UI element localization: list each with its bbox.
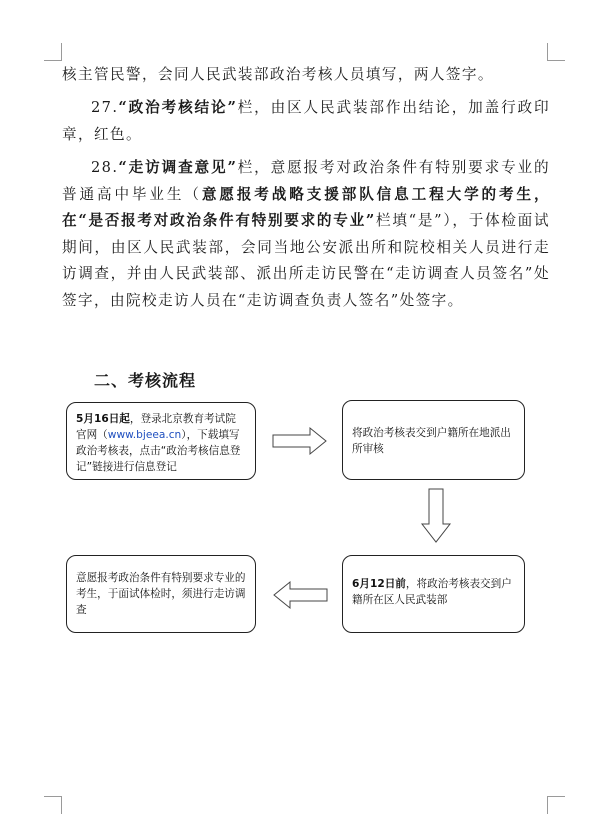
flow-step-3 — [342, 555, 525, 633]
flow-step-1-url: www.bjeea.cn — [107, 429, 182, 441]
paragraph-28-number: 28. — [91, 159, 119, 176]
paragraph-27-title: “政治考核结论” — [118, 99, 238, 116]
flow-step-2 — [342, 400, 525, 480]
arrow-right-icon — [272, 426, 328, 456]
paragraph-28-text-b: 栏填“是”），于体检面试期间，由区人民武装部，会同当地公安派出所和院校相关人员进行走访调查，并由人民武装部、派出所走访民警在“走访调查人员签名”处签字，由院校走访人员在“走访调查负责人签名”处签字。 — [62, 212, 550, 309]
crop-mark-top-right-h — [547, 60, 565, 61]
flow-step-4 — [66, 555, 256, 633]
crop-mark-top-left-v — [61, 43, 62, 61]
crop-mark-top-left-h — [44, 60, 62, 61]
paragraph-28-emphasis: 意愿报考战略支援部队信息工程大学的考生，在“是否报考对政治条件有特别要求的专业” — [62, 185, 550, 229]
flow-step-1 — [66, 402, 256, 480]
crop-mark-bottom-left-h — [44, 796, 62, 797]
flow-step-4-text: 意愿报考政治条件有特别要求专业的考生，于面试体检时，须进行走访调查 — [76, 572, 246, 616]
paragraph-28-text-a: 栏，意愿报考对政治条件有特别要求专业的普通高中毕业生（ — [62, 159, 550, 203]
paragraph-28-title: “走访调查意见” — [118, 159, 238, 176]
paragraph-continued-text: 核主管民警，会同人民武装部政治考核人员填写，两人签字。 — [62, 66, 494, 83]
paragraph-continued — [62, 62, 550, 89]
paragraph-27-text: 栏，由区人民武装部作出结论，加盖行政印章，红色。 — [62, 99, 550, 143]
flow-step-1-text-b: ），下载填写政治考核表，点击“政治考核信息登记”链接进行信息登记 — [76, 429, 241, 473]
paragraph-27-number: 27. — [91, 99, 119, 116]
crop-mark-top-right-v — [547, 43, 548, 61]
section-heading: 二、考核流程 — [94, 371, 197, 390]
crop-mark-bottom-right-h — [547, 796, 565, 797]
flow-step-1-text-a: ，登录北京教育考试院官网（ — [76, 413, 236, 441]
flow-step-3-text: ，将政治考核表交到户籍所在区人民武装部 — [352, 578, 512, 606]
flow-step-3-date: 6月12日前 — [352, 578, 406, 590]
crop-mark-bottom-left-v — [61, 796, 62, 814]
arrow-down-icon — [420, 488, 452, 544]
paragraph-28 — [62, 155, 550, 314]
paragraph-27 — [62, 95, 550, 148]
arrow-left-icon — [272, 580, 328, 610]
flow-step-1-date: 5月16日起 — [76, 413, 130, 425]
flow-step-2-text: 将政治考核表交到户籍所在地派出所审核 — [352, 427, 511, 455]
crop-mark-bottom-right-v — [547, 796, 548, 814]
